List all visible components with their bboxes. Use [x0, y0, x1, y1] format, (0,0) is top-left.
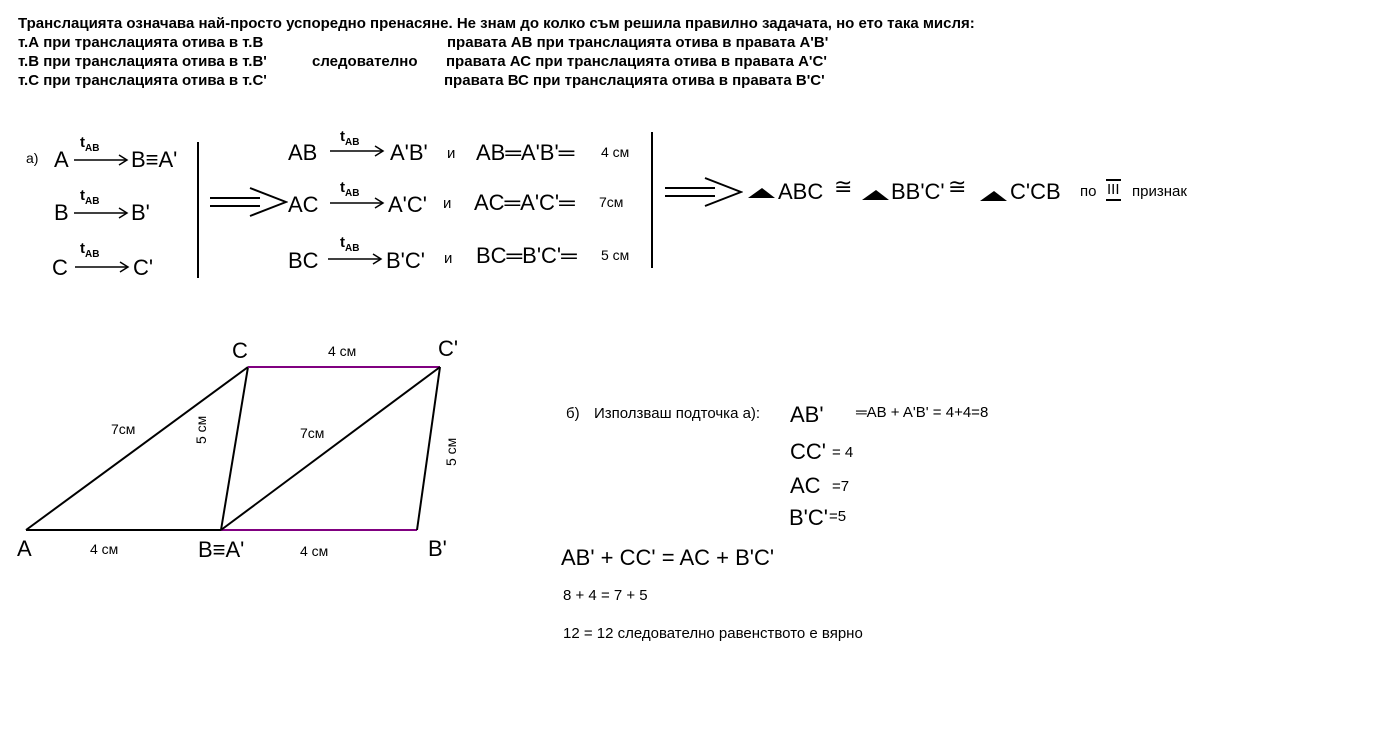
- arrow-icon: [330, 197, 386, 209]
- eq-4-lhs: B'C': [789, 505, 828, 530]
- eq-1-lhs: AB': [790, 402, 824, 427]
- len-side-right: 5 см: [443, 437, 459, 466]
- part-a-label: а): [26, 150, 39, 166]
- result-text: 12 = 12 следователно равенството е вярно: [563, 625, 863, 642]
- implies-arrow-icon: [210, 186, 288, 220]
- translation-label: $t_{AB}$: [340, 234, 360, 254]
- len-bottom-right: 4 см: [300, 543, 329, 559]
- intro-left-1: т.А при транслацията отива в т.В: [18, 34, 264, 51]
- label-bp: B': [428, 536, 447, 561]
- implies-arrow-icon: [665, 176, 743, 210]
- translation-label: $t_{AB}$: [80, 240, 100, 260]
- eq-3-lhs: AC: [790, 473, 821, 498]
- eq-2-rhs: = 4: [832, 444, 854, 461]
- edge-b-cp: [221, 367, 440, 530]
- eq-4-rhs: =5: [829, 508, 847, 525]
- eq-3-rhs: =7: [832, 478, 850, 495]
- sum-equation: AB' + CC' = AC + B'C': [561, 545, 775, 570]
- eq-1-rhs: ═AB + A'B' = 4+4=8: [856, 404, 989, 421]
- eq-2-lhs: CC': [790, 439, 826, 464]
- triangle-icon: [748, 187, 776, 199]
- label-b-ap: B≡A': [198, 537, 245, 562]
- edge-a-c: [26, 367, 248, 530]
- arrow-icon: [330, 145, 386, 157]
- edge-bp-cp: [417, 367, 440, 530]
- intro-right-2: правата АС при транслацията отива в правата A'C': [446, 53, 827, 70]
- intro-middle: следователно: [312, 53, 418, 70]
- arrow-icon: [74, 154, 130, 166]
- divider-line: [197, 142, 199, 278]
- part-b-intro: Използваш подточка а):: [594, 405, 761, 422]
- part-b-label: б): [566, 405, 580, 422]
- arrow-icon: [328, 253, 384, 265]
- label-a: A: [17, 536, 32, 561]
- intro-right-3: правата ВС при транслацията отива в правата B'C': [444, 72, 825, 89]
- translation-label: $t_{AB}$: [80, 187, 100, 207]
- edge-b-c: [221, 367, 248, 530]
- intro-right-1: правата АВ при транслацията отива в правата A'B': [447, 34, 829, 51]
- intro-title: Транслацията означава най-просто успоредно пренасяне. Не знам до колко съм решила правилно задачата, но ето така мисля:: [18, 15, 975, 32]
- len-side-left: 5 см: [193, 415, 209, 444]
- congruent-icon: ≅: [834, 174, 853, 199]
- len-top: 4 см: [328, 343, 357, 359]
- intro-left-2: т.В при транслацията отива в т.B': [18, 53, 267, 70]
- label-c: C: [232, 338, 248, 363]
- arrow-icon: [75, 261, 131, 273]
- triangle-icon: [980, 190, 1008, 202]
- arrow-icon: [74, 207, 130, 219]
- translation-label: $t_{AB}$: [80, 134, 100, 154]
- congruent-icon: ≅: [948, 174, 967, 199]
- translation-label: $t_{AB}$: [340, 179, 360, 199]
- intro-left-3: т.С при транслацията отива в т.C': [18, 72, 267, 89]
- calc-equation: 8 + 4 = 7 + 5: [563, 587, 648, 604]
- translation-label: $t_{AB}$: [340, 128, 360, 148]
- len-bottom-left: 4 см: [90, 541, 119, 557]
- len-diag-mid: 7см: [300, 425, 325, 441]
- divider-line: [651, 132, 653, 268]
- len-diag-left: 7см: [111, 421, 136, 437]
- triangle-icon: [862, 189, 890, 201]
- label-cp: C': [438, 336, 459, 361]
- parallelogram-figure: [0, 330, 480, 570]
